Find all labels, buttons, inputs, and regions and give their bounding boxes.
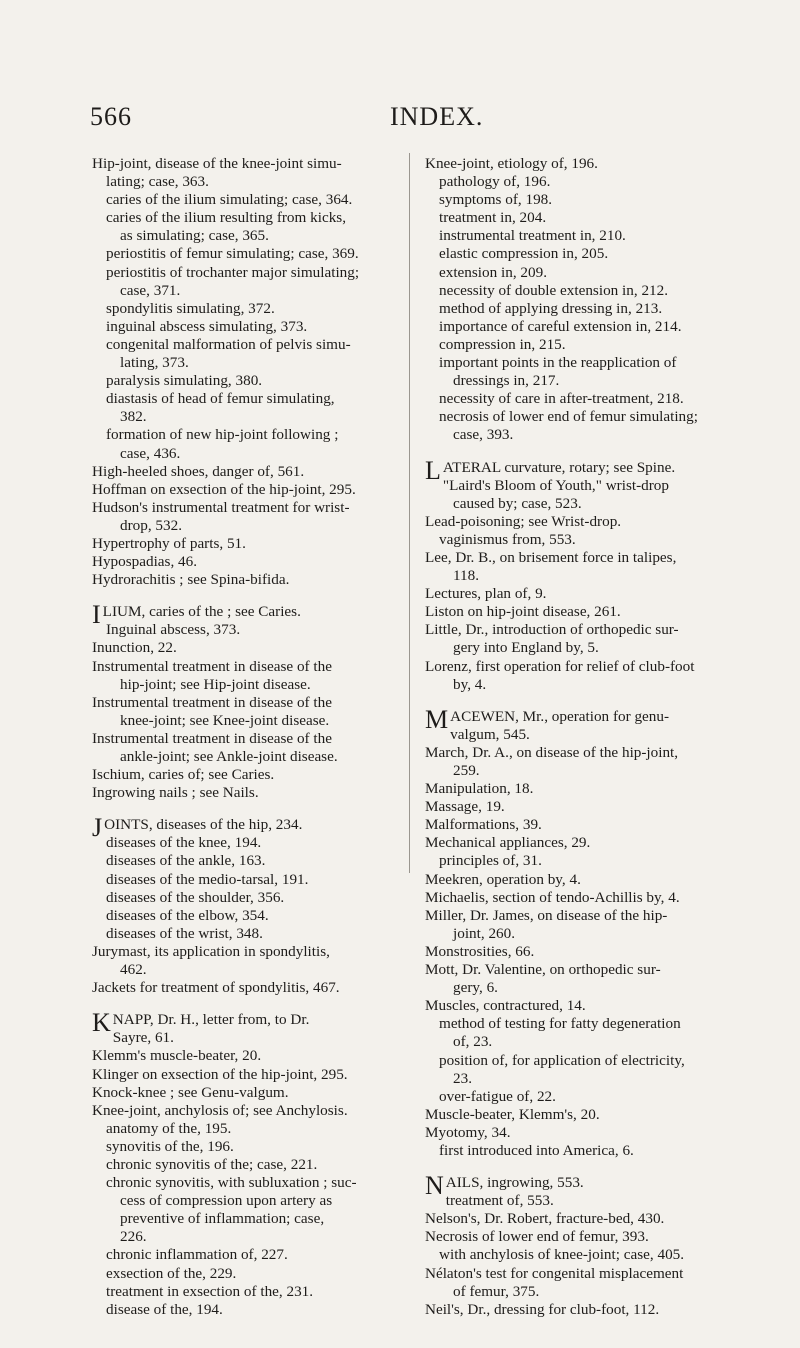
index-entry: case, 436. — [120, 444, 181, 462]
index-entry: treatment in, 204. — [439, 209, 547, 227]
index-entry: periostitis of femur simulating; case, 369. — [106, 245, 359, 263]
page-title: INDEX. — [390, 102, 484, 131]
index-entry: treatment in exsection of the, 231. — [106, 1282, 314, 1300]
index-entry: Hypospadias, 46. — [92, 553, 198, 571]
initial-letter: L — [425, 455, 441, 485]
index-entry: congenital malformation of pelvis simu- — [106, 335, 351, 353]
index-entry: ankle-joint; see Ankle-joint disease. — [120, 748, 338, 765]
index-entry: Knee-joint, etiology of, 196. — [425, 155, 598, 172]
index-entry: dressings in, 217. — [453, 372, 560, 390]
index-entry: diseases of the ankle, 163. — [106, 852, 266, 870]
section-first-entry: MACEWEN, Mr., operation for genu- — [425, 704, 670, 734]
index-entry: Lorenz, first operation for relief of club-foot — [425, 657, 695, 675]
index-entry: over-fatigue of, 22. — [439, 1087, 556, 1105]
index-entry: Massage, 19. — [425, 798, 505, 816]
index-entry: principles of, 31. — [439, 852, 542, 870]
index-entry: by, 4. — [453, 675, 487, 693]
index-entry: Little, Dr., introduction of orthopedic sur- — [425, 621, 679, 639]
index-entry: Knee-joint, anchylosis of; see Anchylosis. — [92, 1101, 348, 1119]
index-entry: importance of careful extension in, 214. — [439, 317, 682, 335]
index-entry: diseases of the knee, 194. — [106, 834, 262, 852]
page-header — [90, 102, 730, 136]
index-entry: Meekren, operation by, 4. — [425, 870, 581, 888]
index-entry: periostitis of trochanter major simulating; — [106, 263, 360, 281]
section-gap — [92, 589, 390, 603]
index-entry: formation of new hip-joint following ; — [106, 426, 339, 444]
index-entry: Lectures, plan of, 9. — [425, 585, 547, 603]
initial-letter: J — [92, 813, 103, 843]
index-entry: instrumental treatment in, 210. — [439, 227, 626, 245]
index-column-right — [425, 155, 737, 1319]
index-entry: method of applying dressing in, 213. — [439, 299, 663, 317]
index-entry: joint, 260. — [453, 924, 516, 942]
index-entry: Mott, Dr. Valentine, on orthopedic sur- — [425, 961, 661, 979]
index-entry: inguinal abscess simulating, 373. — [106, 317, 308, 335]
page-number: 566 — [90, 102, 132, 131]
index-entry: of femur, 375. — [453, 1282, 540, 1300]
index-entry: necessity of care in after-treatment, 218. — [439, 390, 684, 408]
index-entry: exsection of the, 229. — [106, 1264, 237, 1282]
index-entry: Hoffman on exsection of the hip-joint, 295. — [92, 480, 356, 498]
index-entry: paralysis simulating, 380. — [106, 372, 263, 390]
index-entry: lating; case, 363. — [106, 173, 209, 191]
index-entry: with anchylosis of knee-joint; case, 405. — [439, 1246, 685, 1264]
index-entry: 226. — [120, 1228, 147, 1246]
index-entry: case, 371. — [120, 281, 181, 299]
index-entry: pathology of, 196. — [439, 173, 551, 191]
index-entry: diseases of the wrist, 348. — [106, 924, 263, 942]
section-gap — [92, 997, 390, 1011]
index-entry: anatomy of the, 195. — [106, 1119, 232, 1137]
index-entry: High-heeled shoes, danger of, 561. — [92, 462, 305, 480]
index-entry: vaginismus from, 553. — [439, 530, 576, 548]
index-entry: Inguinal abscess, 373. — [106, 621, 241, 639]
index-entry: lating, 373. — [120, 354, 189, 372]
index-entry: spondylitis simulating, 372. — [106, 299, 275, 317]
index-entry: Malformations, 39. — [425, 816, 542, 834]
index-entry: Sayre, 61. — [112, 1029, 174, 1047]
index-entry: important points in the reapplication of — [439, 354, 677, 372]
index-entry: method of testing for fatty degeneration — [439, 1015, 681, 1033]
index-entry: first introduced into America, 6. — [439, 1141, 634, 1159]
index-entry: Hudson's instrumental treatment for wrist- — [92, 498, 350, 516]
index-entry: elastic compression in, 205. — [439, 245, 609, 263]
section-first-entry: KNAPP, Dr. H., letter from, to Dr. — [92, 1008, 310, 1038]
index-column-left — [92, 155, 390, 1319]
index-entry: caused by; case, 523. — [453, 494, 582, 512]
index-entry: caries of the ilium resulting from kicks, — [106, 209, 346, 227]
index-entry: 259. — [453, 762, 480, 779]
index-entry: Jackets for treatment of spondylitis, 467. — [92, 979, 340, 997]
index-entry: Klinger on exsection of the hip-joint, 295. — [92, 1065, 348, 1083]
index-entry: Instrumental treatment in disease of the — [92, 729, 332, 747]
index-entry: knee-joint; see Knee-joint disease. — [120, 711, 330, 729]
section-first-entry: JOINTS, diseases of the hip, 234. — [92, 813, 303, 843]
index-entry: "Laird's Bloom of Youth," wrist-drop — [442, 476, 669, 494]
index-entry: necessity of double extension in, 212. — [439, 281, 669, 299]
index-entry: 382. — [120, 408, 147, 426]
index-entry: treatment of, 553. — [445, 1192, 554, 1210]
index-entry: cess of compression upon artery as — [120, 1192, 333, 1210]
index-entry: Michaelis, section of tendo-Achillis by, 4. — [425, 888, 680, 906]
index-entry: Myotomy, 34. — [425, 1123, 511, 1141]
index-entry: preventive of inflammation; case, — [120, 1210, 325, 1228]
index-entry: symptoms of, 198. — [439, 191, 553, 209]
index-entry: 118. — [453, 567, 480, 585]
index-entry: gery, 6. — [453, 979, 498, 997]
index-entry: hip-joint; see Hip-joint disease. — [120, 675, 311, 693]
section-first-entry: ILIUM, caries of the ; see Caries. — [92, 600, 301, 630]
index-entry: synovitis of the, 196. — [106, 1137, 234, 1155]
index-entry: of, 23. — [453, 1033, 493, 1051]
index-entry: Hip-joint, disease of the knee-joint simu- — [92, 155, 342, 172]
index-entry: diseases of the elbow, 354. — [106, 906, 269, 924]
section-gap — [92, 802, 390, 816]
index-entry: 23. — [453, 1069, 472, 1087]
section-gap — [425, 1160, 737, 1174]
index-entry: Ischium, caries of; see Caries. — [92, 766, 275, 784]
index-entry: Lee, Dr. B., on brisement force in talipes, — [425, 548, 677, 566]
index-entry: Instrumental treatment in disease of the — [92, 657, 332, 675]
index-entry: disease of the, 194. — [106, 1300, 223, 1318]
index-entry: Klemm's muscle-beater, 20. — [92, 1047, 262, 1065]
index-entry: Miller, Dr. James, on disease of the hip- — [425, 906, 668, 924]
section-first-entry: LATERAL curvature, rotary; see Spine. — [425, 455, 676, 485]
index-entry: position of, for application of electricity, — [439, 1051, 685, 1069]
index-entry: Manipulation, 18. — [425, 780, 534, 798]
index-entry: Liston on hip-joint disease, 261. — [425, 603, 621, 621]
index-entry: chronic inflammation of, 227. — [106, 1246, 288, 1264]
index-entry: March, Dr. A., on disease of the hip-joint, — [425, 743, 679, 761]
index-entry: case, 393. — [453, 426, 514, 444]
index-entry: Hydrorachitis ; see Spina-bifida. — [92, 571, 290, 589]
index-entry: compression in, 215. — [439, 335, 566, 353]
index-entry: as simulating; case, 365. — [120, 227, 269, 245]
initial-letter: N — [425, 1171, 444, 1201]
initial-letter: M — [425, 704, 449, 734]
index-entry: Knock-knee ; see Genu-valgum. — [92, 1083, 289, 1101]
index-entry: Nélaton's test for congenital misplacement — [425, 1264, 684, 1282]
index-entry: Necrosis of lower end of femur, 393. — [425, 1228, 649, 1246]
index-entry: chronic synovitis, with subluxation ; suc- — [106, 1174, 357, 1192]
initial-letter: K — [92, 1008, 111, 1038]
column-divider — [409, 153, 410, 873]
index-entry: caries of the ilium simulating; case, 364. — [106, 191, 353, 209]
section-gap — [425, 445, 737, 459]
index-entry: extension in, 209. — [439, 263, 547, 281]
index-entry: Lead-poisoning; see Wrist-drop. — [425, 512, 622, 530]
index-entry: Neil's, Dr., dressing for club-foot, 112. — [425, 1300, 660, 1318]
index-entry: Hypertrophy of parts, 51. — [92, 534, 246, 552]
index-entry: valgum, 545. — [450, 725, 530, 743]
index-entry: gery into England by, 5. — [453, 639, 599, 657]
section-gap — [425, 694, 737, 708]
index-entry: Jurymast, its application in spondylitis, — [92, 942, 330, 960]
index-entry: drop, 532. — [120, 516, 183, 534]
index-entry: diseases of the medio-tarsal, 191. — [106, 870, 309, 888]
index-entry: diseases of the shoulder, 356. — [106, 888, 285, 906]
index-entry: Nelson's, Dr. Robert, fracture-bed, 430. — [425, 1210, 665, 1228]
index-entry: necrosis of lower end of femur simulating; — [439, 408, 698, 426]
index-entry: Muscle-beater, Klemm's, 20. — [425, 1105, 600, 1123]
index-entry: chronic synovitis of the; case, 221. — [106, 1155, 318, 1173]
index-entry: Mechanical appliances, 29. — [425, 834, 591, 852]
initial-letter: I — [92, 600, 101, 630]
index-entry: Instrumental treatment in disease of the — [92, 693, 332, 711]
index-entry: diastasis of head of femur simulating, — [106, 390, 335, 408]
index-entry: Monstrosities, 66. — [425, 942, 535, 960]
index-entry: 462. — [120, 961, 147, 979]
section-first-entry: NAILS, ingrowing, 553. — [425, 1171, 584, 1201]
index-entry: Ingrowing nails ; see Nails. — [92, 784, 259, 802]
index-entry: Inunction, 22. — [92, 639, 177, 657]
index-entry: Muscles, contractured, 14. — [425, 997, 586, 1015]
